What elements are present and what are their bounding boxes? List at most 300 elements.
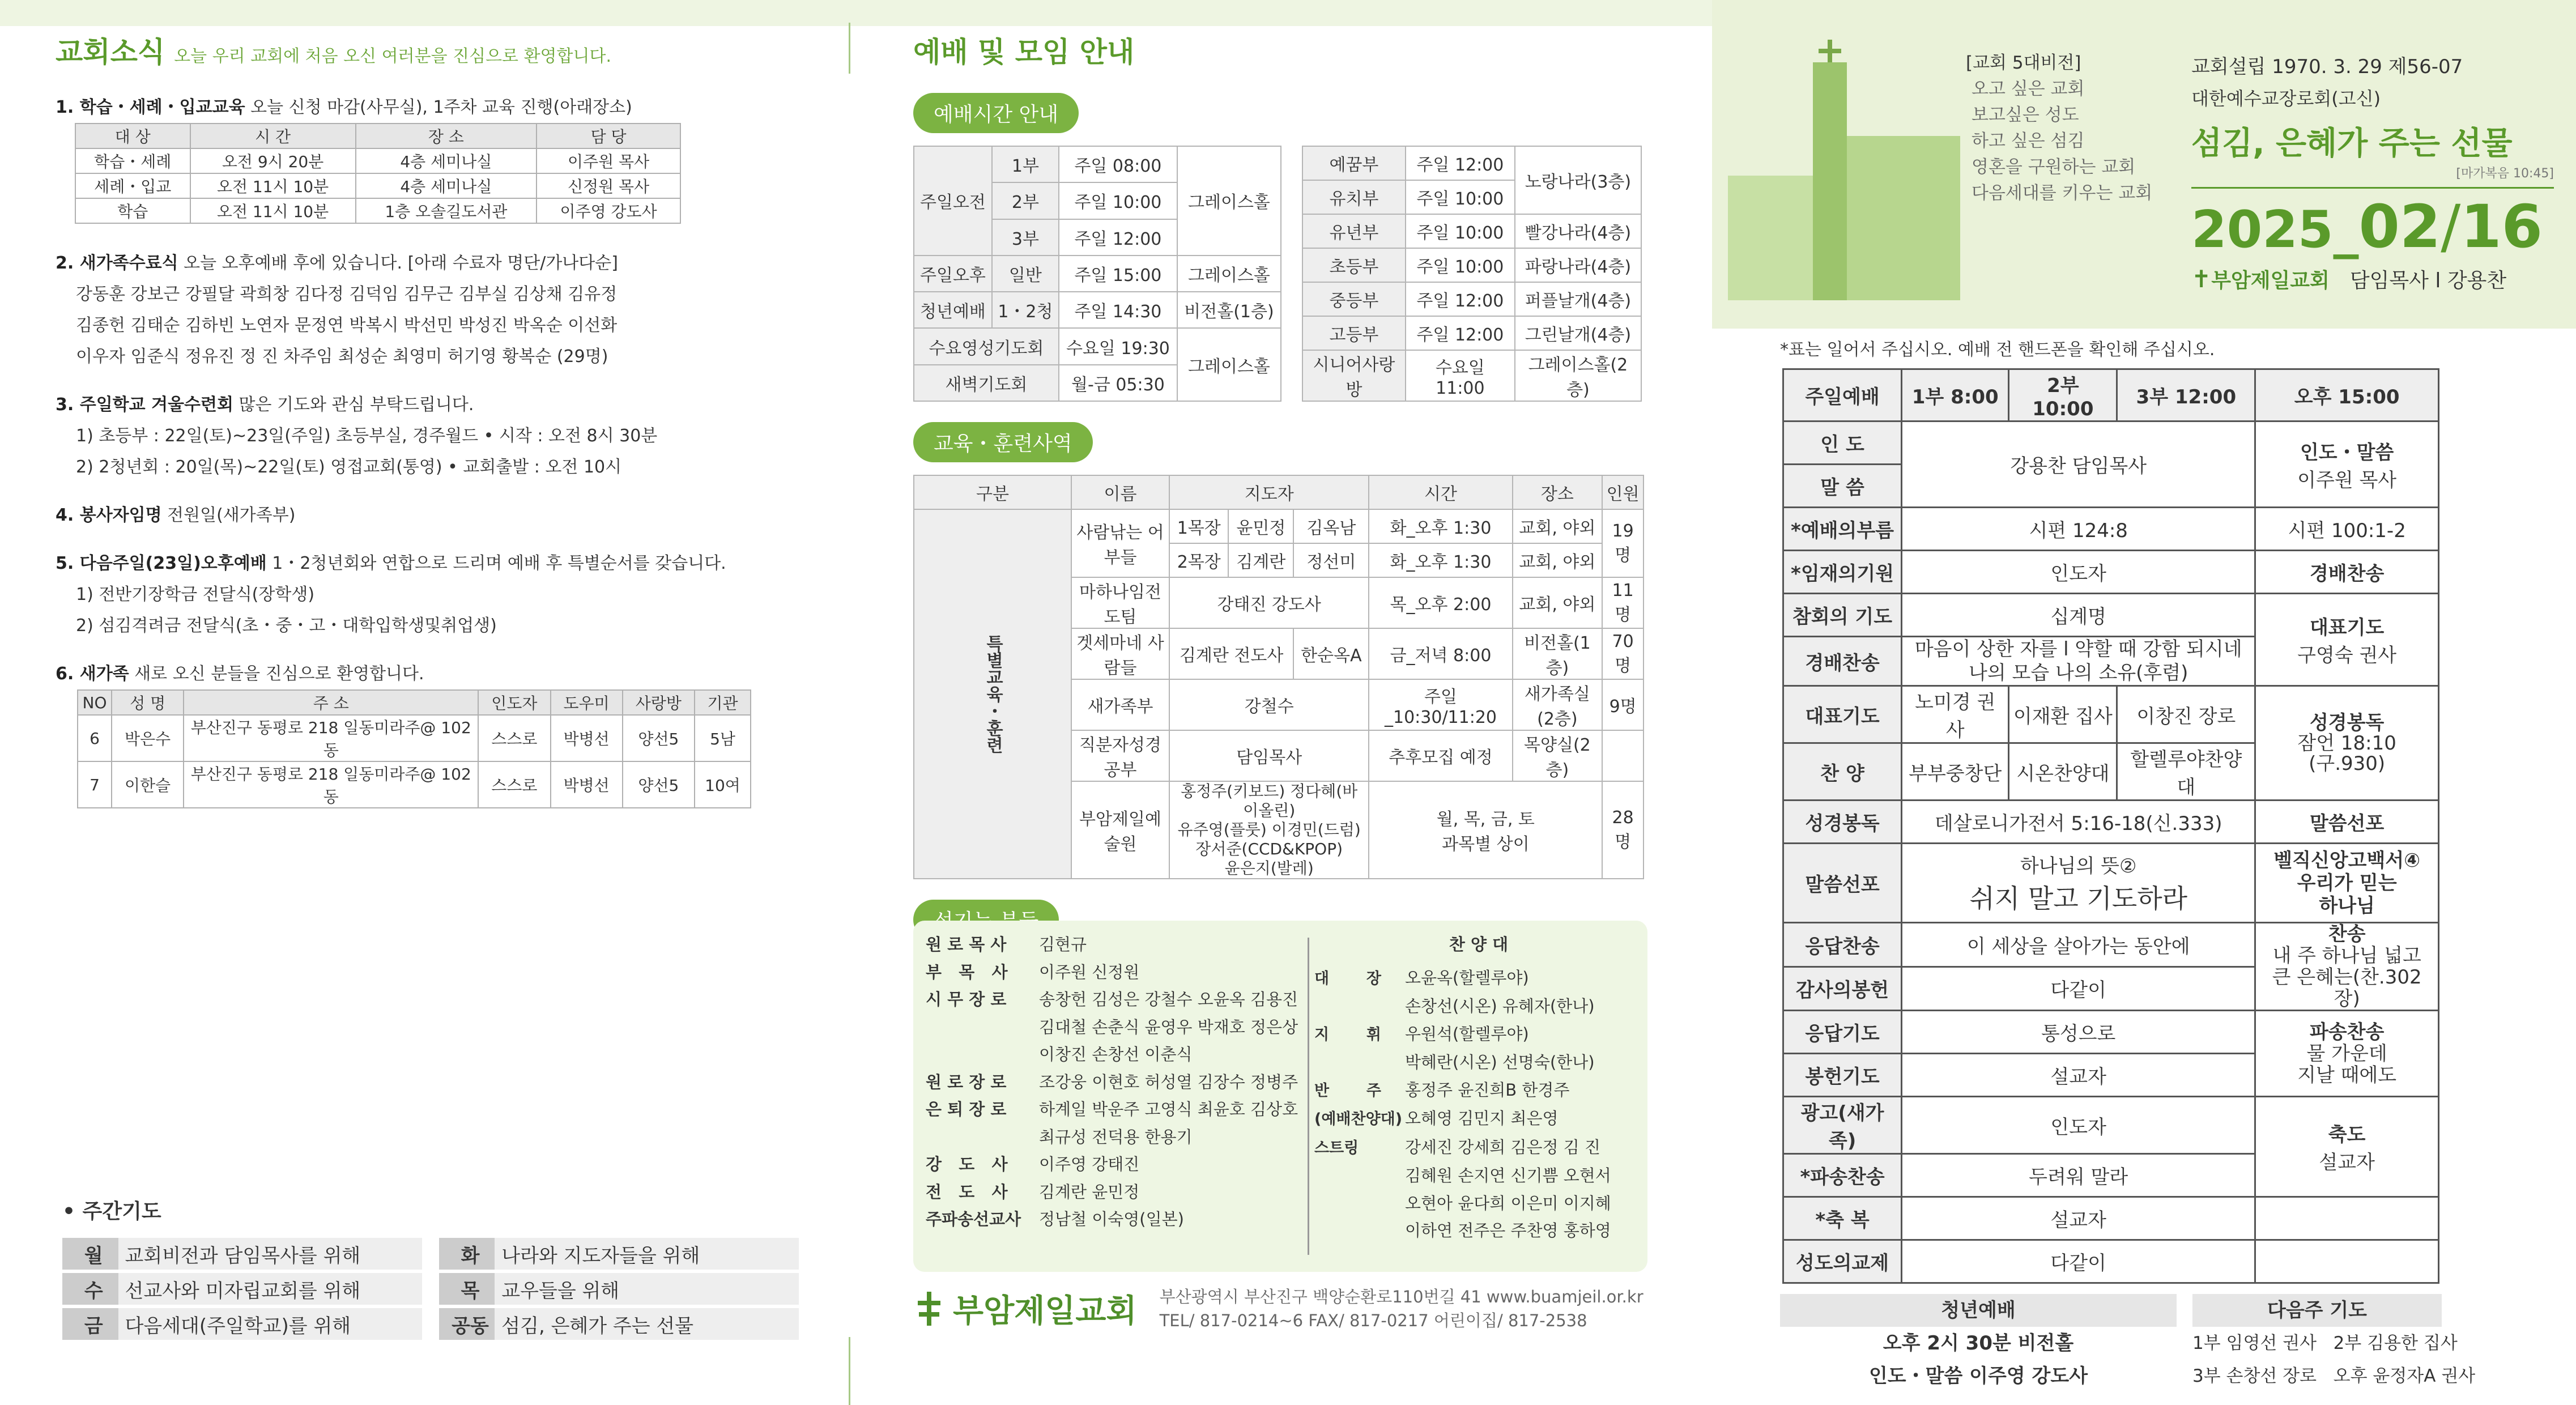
cell: 성도의교제 — [1783, 1240, 1902, 1283]
news-panel — [56, 29, 815, 808]
table-row — [75, 198, 680, 223]
staff-names: 김계란 윤민정 — [1039, 1182, 1140, 1202]
edu-table — [75, 123, 681, 224]
cell: 유치부 — [1302, 180, 1406, 214]
cell: 6 — [78, 715, 112, 761]
art-line: 유주영(플룻) 이경민(드럼) — [1177, 820, 1361, 839]
cell: 수요영성기도회 — [914, 328, 1059, 364]
staff-row — [926, 959, 1300, 986]
choir-names: 손창선(시온) 유혜자(한나) — [1405, 997, 1595, 1016]
choir-row — [1314, 964, 1643, 993]
cell: 4층 세미나실 — [356, 148, 537, 173]
date: 2025_02/16 — [2191, 187, 2554, 261]
cell: 1・2청 — [992, 292, 1059, 328]
cell: 목양실(2층) — [1513, 730, 1603, 781]
th: 성 명 — [112, 690, 184, 715]
cell: 노랑나라(3층) — [1515, 146, 1641, 214]
cell: 예꿈부 — [1302, 146, 1406, 180]
news-title: 교회소식 — [56, 36, 165, 69]
cell: 월-금 05:30 — [1059, 365, 1177, 401]
cell: 고등부 — [1302, 316, 1406, 350]
worship-panel — [913, 29, 1650, 952]
cell: 경배찬송 — [2255, 551, 2439, 594]
pm-label: 대표기도 — [2309, 616, 2385, 639]
cell: 경배찬송 — [1783, 637, 1902, 686]
youth-service — [1780, 1294, 2177, 1393]
cell: 주일 12:00 — [1059, 219, 1177, 256]
staff-role: 부 목 사 — [926, 962, 1008, 982]
cell: 교회, 야외 — [1513, 577, 1603, 628]
cell: 대표기도 — [1783, 686, 1902, 743]
choir-names: 오윤옥(할렐루야) — [1405, 968, 1529, 987]
day: 수 — [62, 1273, 118, 1305]
cell: 다같이 — [1902, 967, 2255, 1011]
choir-role: 반 주 — [1314, 1082, 1381, 1100]
art-line: 홍정주(키보드) 정다혜(바이올린) — [1181, 782, 1358, 820]
cell: 금_저녁 8:00 — [1369, 628, 1512, 679]
art-time: 월, 목, 금, 토 — [1436, 810, 1535, 829]
staff-role: 전 도 사 — [926, 1182, 1008, 1202]
cell: 설교자 — [1902, 1197, 2255, 1240]
cell: 설교자 — [1902, 1054, 2255, 1097]
cell: 9명 — [1602, 679, 1643, 730]
pm-text: 물 가운데 — [2306, 1042, 2387, 1065]
verse-ref: [마가복음 10:45] — [2456, 167, 2554, 181]
th: 이름 — [1071, 475, 1169, 509]
choir-rows — [1314, 964, 1643, 1245]
th: 장 소 — [356, 124, 537, 148]
cell — [1602, 730, 1643, 781]
cell: 수요일 11:00 — [1406, 350, 1515, 401]
th: 장소 — [1513, 475, 1603, 509]
denomination: 대한예수교장로회(고신) — [2191, 88, 2381, 109]
address: 부산광역시 부산진구 백양순환로110번길 41 www.buamjeil.or.kr — [1159, 1287, 1643, 1306]
item-1-text: 오늘 신청 마감(사무실), 1주차 교육 진행(아래장소) — [245, 97, 632, 117]
item-5-title: 5. 다음주일(23일)오후예배 — [56, 554, 267, 573]
choir-row — [1314, 1049, 1643, 1076]
cell: 감사의봉헌 — [1783, 967, 1902, 1011]
cell: 김옥남 — [1293, 509, 1369, 543]
cell: 이창진 장로 — [2117, 686, 2255, 743]
staff-row — [926, 1178, 1300, 1206]
item-5-line: 2) 섬김격려금 전달식(초・중・고・대학입학생및취업생) — [76, 616, 497, 636]
cell: 28명 — [1602, 781, 1643, 879]
cell: 말씀선포 — [1783, 844, 1902, 923]
choir-names: 오혜영 김민지 최은영 — [1405, 1109, 1559, 1128]
pm-text: 구영숙 권사 — [2297, 644, 2397, 667]
cell: 오전 11시 10분 — [190, 198, 356, 223]
cell: 2부 — [992, 182, 1059, 219]
year: 2025 — [2191, 200, 2334, 259]
pm-label: 찬송 — [2328, 923, 2366, 946]
cell: 말씀선포 — [2255, 801, 2439, 844]
staff-role: 원 로 목 사 — [926, 935, 1007, 954]
pm-label: 축도 — [2328, 1123, 2366, 1146]
cell: 청년예배 — [914, 292, 992, 328]
cell: 그린날개(4층) — [1515, 316, 1641, 350]
th: 사랑방 — [623, 690, 695, 715]
cell: 윤민정 — [1228, 509, 1293, 543]
cell: 1층 오솔길도서관 — [356, 198, 537, 223]
th: 시 간 — [190, 124, 356, 148]
staff-names: 최규성 전덕용 한용기 — [1039, 1127, 1193, 1147]
cell: 부산진구 동평로 218 일동미라주@ 102동 — [184, 715, 478, 761]
weekly-prayer — [62, 1195, 799, 1343]
cell: 인도자 — [1902, 551, 2255, 594]
day: 목 — [439, 1273, 495, 1305]
choir-row — [1314, 1105, 1643, 1134]
staff-row — [926, 1096, 1300, 1123]
staff-names: 송창헌 김성은 강철수 오윤옥 김용진 — [1039, 990, 1298, 1009]
item-3-line: 1) 초등부 : 22일(토)~23일(주일) 초등부실, 경주월드 • 시작 : 오전 8시 30분 — [76, 426, 658, 446]
th: 1부 8:00 — [1902, 369, 2009, 422]
cell: 세례・입교 — [75, 173, 190, 198]
church-name: 부암제일교회 — [953, 1293, 1137, 1330]
prayer-row — [62, 1273, 799, 1305]
cell: 그레이스홀 — [1177, 328, 1281, 401]
cell: 응답찬송 — [1783, 923, 1902, 967]
next-title: 다음주 기도 — [2192, 1294, 2442, 1327]
staff-row — [926, 1123, 1300, 1151]
cell: 주일 10:00 — [1406, 248, 1515, 282]
pm-text: 이주원 목사 — [2297, 469, 2397, 492]
cell: 응답기도 — [1783, 1011, 1902, 1054]
service-table — [913, 146, 1281, 402]
item-6-text: 새로 오신 분들을 진심으로 환영합니다. — [129, 664, 424, 684]
day: 금 — [62, 1308, 118, 1340]
vision-item: 오고 싶은 교회 — [1972, 79, 2085, 99]
cell: 데살로니가전서 5:16-18(신.333) — [1902, 801, 2255, 844]
cell: 신정원 목사 — [537, 173, 680, 198]
cell: 말 씀 — [1783, 465, 1902, 508]
day: 월 — [62, 1238, 118, 1270]
cell: 노미경 권사 — [1902, 686, 2009, 743]
day: 공동 — [439, 1308, 495, 1340]
next-line: 3부 손창선 장로 오후 윤정자A 권사 — [2192, 1366, 2476, 1386]
motto: 섬김, 은혜가 주는 선물 — [2191, 125, 2513, 162]
cell: 새가족부 — [1071, 679, 1169, 730]
staff-row — [926, 1151, 1300, 1178]
cell: 찬 양 — [1783, 743, 1902, 801]
notice: *표는 일어서 주십시오. 예배 전 핸드폰을 확인해 주십시오. — [1780, 340, 2215, 360]
graduate-list: 김종헌 김태순 김하빈 노연자 문정연 박복시 박선민 박성진 박옥순 이선화 — [76, 316, 618, 335]
cell: 오전 9시 20분 — [190, 148, 356, 173]
pm-label: 성경봉독 — [2309, 711, 2385, 734]
pm-text: 지날 때에도 — [2297, 1063, 2397, 1087]
cell: 스스로 — [478, 761, 550, 808]
cell: 퍼플날개(4층) — [1515, 282, 1641, 316]
choir-row — [1314, 1162, 1643, 1190]
choir-row — [1314, 1134, 1643, 1163]
staff-names: 조강웅 이현호 허성열 김장수 정병주 — [1039, 1072, 1298, 1092]
cell: 수요일 19:30 — [1059, 328, 1177, 364]
fold-line — [849, 23, 850, 74]
prayer-row — [62, 1238, 799, 1270]
graduate-list: 이우자 임준식 정유진 정 진 차주임 최성순 최영미 허기영 황복순 (29명) — [76, 347, 608, 367]
item-5-line: 1) 전반기장학금 전달식(장학생) — [76, 585, 315, 604]
next-prayer — [2192, 1294, 2476, 1393]
cell: 그레이스홀(2층) — [1515, 350, 1641, 401]
cell: 1목장 — [1169, 509, 1228, 543]
cell: 겟세마네 사람들 — [1071, 628, 1169, 679]
cell: 강용찬 담임목사 — [1902, 422, 2255, 508]
worship-title: 예배 및 모임 안내 — [913, 36, 1135, 69]
cell: 이재환 집사 — [2009, 686, 2117, 743]
cell: 할렐루야찬양대 — [2117, 743, 2255, 801]
th: 대 상 — [75, 124, 190, 148]
cell: 광고(새가족) — [1783, 1097, 1902, 1154]
staff-names: 김현규 — [1039, 935, 1087, 954]
item-4-text: 전원일(새가족부) — [161, 505, 296, 525]
cell: 이주영 강도사 — [537, 198, 680, 223]
cell: 두려워 말라 — [1902, 1154, 2255, 1197]
cell: 주일 14:30 — [1059, 292, 1177, 328]
cell: 직분자성경공부 — [1071, 730, 1169, 781]
cell: 성경봉독 — [1783, 801, 1902, 844]
youth-line: 인도・말씀 이주영 강도사 — [1868, 1365, 2088, 1387]
sermon-sub: 하나님의 뜻② — [2020, 855, 2137, 878]
cell: 부산진구 동평로 218 일동미라주@ 102동 — [184, 761, 478, 808]
topic: 섬김, 은혜가 주는 선물 — [495, 1308, 799, 1340]
vision-box — [1966, 50, 2181, 206]
cell: 비전홀(1층) — [1177, 292, 1281, 328]
item-6-title: 6. 새가족 — [56, 664, 129, 684]
welcome-text: 오늘 우리 교회에 처음 오신 여러분을 진심으로 환영합니다. — [174, 46, 612, 66]
cell: 빨강나라(4층) — [1515, 214, 1641, 248]
th: 2부 10:00 — [2009, 369, 2117, 422]
cell: 인도자 — [1902, 1097, 2255, 1154]
cell: 부부중창단 — [1902, 743, 2009, 801]
item-1-title: 1. 학습・세례・입교교육 — [56, 97, 245, 117]
pastor: 담임목사 l 강용찬 — [2349, 269, 2507, 292]
sermon-title: 쉬지 말고 기도하라 — [1969, 883, 2188, 914]
cell: 3부 — [992, 219, 1059, 256]
cell: *임재의기원 — [1783, 551, 1902, 594]
staff-names: 이주영 강태진 — [1039, 1155, 1140, 1174]
service-times-pill: 예배시간 안내 — [913, 93, 1079, 133]
cell: 중등부 — [1302, 282, 1406, 316]
cell: 교회, 야외 — [1513, 543, 1603, 577]
cell: 5남 — [695, 715, 751, 761]
cell: 10여 — [695, 761, 751, 808]
staff-row — [926, 1068, 1300, 1096]
cell: 김계란 전도사 — [1169, 628, 1293, 679]
day: 화 — [439, 1238, 495, 1270]
staff-names: 정남철 이숙영(일본) — [1039, 1210, 1184, 1229]
choir-list — [1314, 931, 1643, 1245]
cell: 이 세상을 살아가는 동안에 — [1902, 923, 2255, 967]
new-family-table — [77, 689, 751, 808]
cell: 4층 세미나실 — [356, 173, 537, 198]
pm-text: 벨직신앙고백서④ — [2273, 849, 2420, 872]
cell: 담임목사 — [1169, 730, 1369, 781]
gap — [422, 1308, 439, 1340]
cell: 주일 08:00 — [1059, 146, 1177, 182]
staff-role: 강 도 사 — [926, 1155, 1008, 1174]
th: 도우미 — [551, 690, 623, 715]
pm-label: 파송찬송 — [2309, 1020, 2385, 1044]
vision-item: 영혼을 구원하는 교회 — [1972, 157, 2136, 177]
cell: 화_오후 1:30 — [1369, 509, 1512, 543]
divider — [1308, 938, 1309, 1255]
cell: 학습 — [75, 198, 190, 223]
cell: 주일 15:00 — [1059, 256, 1177, 292]
th: NO — [78, 690, 112, 715]
established: 교회설립 1970. 3. 29 제56-07 — [2191, 56, 2463, 78]
cell: 김계란 — [1228, 543, 1293, 577]
table-row — [75, 173, 680, 198]
choir-row — [1314, 1020, 1643, 1049]
cell: 주일 12:00 — [1406, 316, 1515, 350]
table-row — [78, 715, 751, 761]
cell: 교회, 야외 — [1513, 509, 1603, 543]
staff-names: 김대철 손춘식 윤영우 박재호 정은상 — [1039, 1017, 1298, 1037]
cell: 시편 100:1-2 — [2255, 508, 2439, 551]
church-logo-icon — [913, 1289, 947, 1329]
cell: 박병선 — [551, 715, 623, 761]
pm-label: 인도・말씀 — [2300, 441, 2394, 464]
choir-row — [1314, 1190, 1643, 1217]
cell: 2목장 — [1169, 543, 1228, 577]
cell: 유년부 — [1302, 214, 1406, 248]
month: 02 — [2358, 192, 2441, 261]
choir-role: (예배찬양대) — [1314, 1110, 1403, 1128]
prayer-title: • 주간기도 — [62, 1200, 161, 1223]
church-name: 부암제일교회 — [2211, 269, 2330, 292]
cell: 스스로 — [478, 715, 550, 761]
cell: 학습・세례 — [75, 148, 190, 173]
cell: 목_오후 2:00 — [1369, 577, 1512, 628]
staff-row — [926, 986, 1300, 1014]
cell: 양선5 — [623, 761, 695, 808]
cell: 주일오후 — [914, 256, 992, 292]
vision-item: 보고싶은 성도 — [1972, 105, 2079, 125]
th: 주 소 — [184, 690, 478, 715]
choir-row — [1314, 1076, 1643, 1105]
cell: 주일 10:00 — [1406, 214, 1515, 248]
choir-names: 이하연 전주은 주찬영 홍하영 — [1405, 1221, 1611, 1240]
choir-names: 박혜란(시온) 선명숙(한나) — [1405, 1053, 1595, 1072]
cell: 강태진 강도사 — [1169, 577, 1369, 628]
cover-title — [2191, 51, 2554, 293]
cell: 강철수 — [1169, 679, 1369, 730]
staff-list — [926, 931, 1300, 1233]
cell — [2255, 1197, 2439, 1240]
cell: 참회의 기도 — [1783, 594, 1902, 637]
cell: 다같이 — [1902, 1240, 2255, 1283]
cell: 이주원 목사 — [537, 148, 680, 173]
cell: 시니어사랑방 — [1302, 350, 1406, 401]
cell: 그레이스홀 — [1177, 256, 1281, 292]
choir-names: 오현아 윤다희 이은미 이지혜 — [1405, 1193, 1611, 1213]
staff-names: 이창진 손창선 이춘식 — [1039, 1045, 1193, 1064]
hymn: 나의 모습 나의 소유(후렴) — [1968, 662, 2188, 684]
th: 구분 — [914, 475, 1071, 509]
cell: 주일오전 — [914, 146, 992, 256]
day: 16 — [2460, 192, 2543, 261]
topic: 나라와 지도자들을 위해 — [495, 1238, 799, 1270]
vision-title: [교회 5대비전] — [1966, 53, 2081, 73]
graduate-list: 강동훈 강보근 강필달 곽희창 김다정 김덕임 김무근 김부실 김상채 김유정 — [76, 284, 618, 304]
item-3-title: 3. 주일학교 겨울수련회 — [56, 395, 233, 415]
training-pill: 교육・훈련사역 — [913, 422, 1093, 462]
cross-icon: ✝ — [2191, 265, 2212, 293]
next-line: 1부 임영선 권사 2부 김용한 집사 — [2192, 1333, 2458, 1353]
item-2-text: 오늘 오후예배 후에 있습니다. [아래 수료자 명단/가나다순] — [178, 253, 618, 273]
cell: 봉헌기도 — [1783, 1054, 1902, 1097]
item-2-title: 2. 새가족수료식 — [56, 253, 178, 273]
staff-row — [926, 1014, 1300, 1041]
cell: *파송찬송 — [1783, 1154, 1902, 1197]
cell: 19명 — [1602, 509, 1643, 577]
th: 주일예배 — [1783, 369, 1902, 422]
staff-row — [926, 1041, 1300, 1068]
topic: 교우들을 위해 — [495, 1273, 799, 1305]
cell: 초등부 — [1302, 248, 1406, 282]
cell — [2255, 1240, 2439, 1283]
item-3-line: 2) 2청년회 : 20일(목)~22일(토) 영접교회(통영) • 교회출발 : 오전 10시 — [76, 457, 622, 477]
cell: 오전 11시 10분 — [190, 173, 356, 198]
choir-role: 지 휘 — [1314, 1025, 1381, 1044]
th: 기관 — [695, 690, 751, 715]
fold-line — [849, 1337, 850, 1405]
choir-names: 김혜원 손지연 신기쁨 오현서 — [1405, 1166, 1611, 1185]
cell: 정선미 — [1293, 543, 1369, 577]
cell: 주일 10:00 — [1406, 180, 1515, 214]
cell: 비전홀(1층) — [1513, 628, 1603, 679]
topic: 선교사와 미자립교회를 위해 — [118, 1273, 423, 1305]
vision-item: 하고 싶은 섬김 — [1972, 131, 2085, 151]
pm-text: 하나님 — [2319, 894, 2375, 917]
staff-names: 이주원 신정원 — [1039, 962, 1140, 982]
staff-box — [913, 921, 1647, 1272]
cell: 주일_10:30/11:20 — [1369, 679, 1512, 730]
th: 3부 12:00 — [2117, 369, 2255, 422]
cell: 새벽기도회 — [914, 365, 1059, 401]
th: 시간 — [1369, 475, 1512, 509]
pm-text: 설교자 — [2319, 1151, 2375, 1174]
cell: *축 복 — [1783, 1197, 1902, 1240]
staff-role: 주파송선교사 — [926, 1210, 1021, 1229]
choir-role: 스트링 — [1314, 1139, 1359, 1157]
pm-text: 내 주 하나님 넓고 — [2272, 944, 2421, 967]
cell: 이한슬 — [112, 761, 184, 808]
cell: 부암제일예술원 — [1071, 781, 1169, 879]
cell: 1부 — [992, 146, 1059, 182]
cell: 그레이스홀 — [1177, 146, 1281, 256]
cell: 한순옥A — [1293, 628, 1369, 679]
art-time: 과목별 상이 — [1442, 835, 1530, 854]
choir-role: 대 장 — [1314, 969, 1381, 987]
staff-role: 은 퇴 장 로 — [926, 1100, 1007, 1119]
item-4-title: 4. 봉사자임명 — [56, 505, 162, 525]
cell: 주일 12:00 — [1406, 282, 1515, 316]
table-row — [75, 148, 680, 173]
youth-title: 청년예배 — [1780, 1294, 2177, 1327]
art-line: 윤은지(발레) — [1224, 859, 1314, 878]
youth-line: 오후 2시 30분 비전홀 — [1883, 1332, 2074, 1355]
cell: 추후모집 예정 — [1369, 730, 1512, 781]
cell: 시편 124:8 — [1902, 508, 2255, 551]
choir-names: 강세진 강세희 김은정 김 진 — [1405, 1137, 1601, 1157]
cell: *예배의부름 — [1783, 508, 1902, 551]
cell: 시온찬양대 — [2009, 743, 2117, 801]
cell: 통성으로 — [1902, 1011, 2255, 1054]
topic: 교회비전과 담임목사를 위해 — [118, 1238, 423, 1270]
choir-row — [1314, 1217, 1643, 1245]
gap — [422, 1238, 439, 1270]
table-row — [78, 761, 751, 808]
